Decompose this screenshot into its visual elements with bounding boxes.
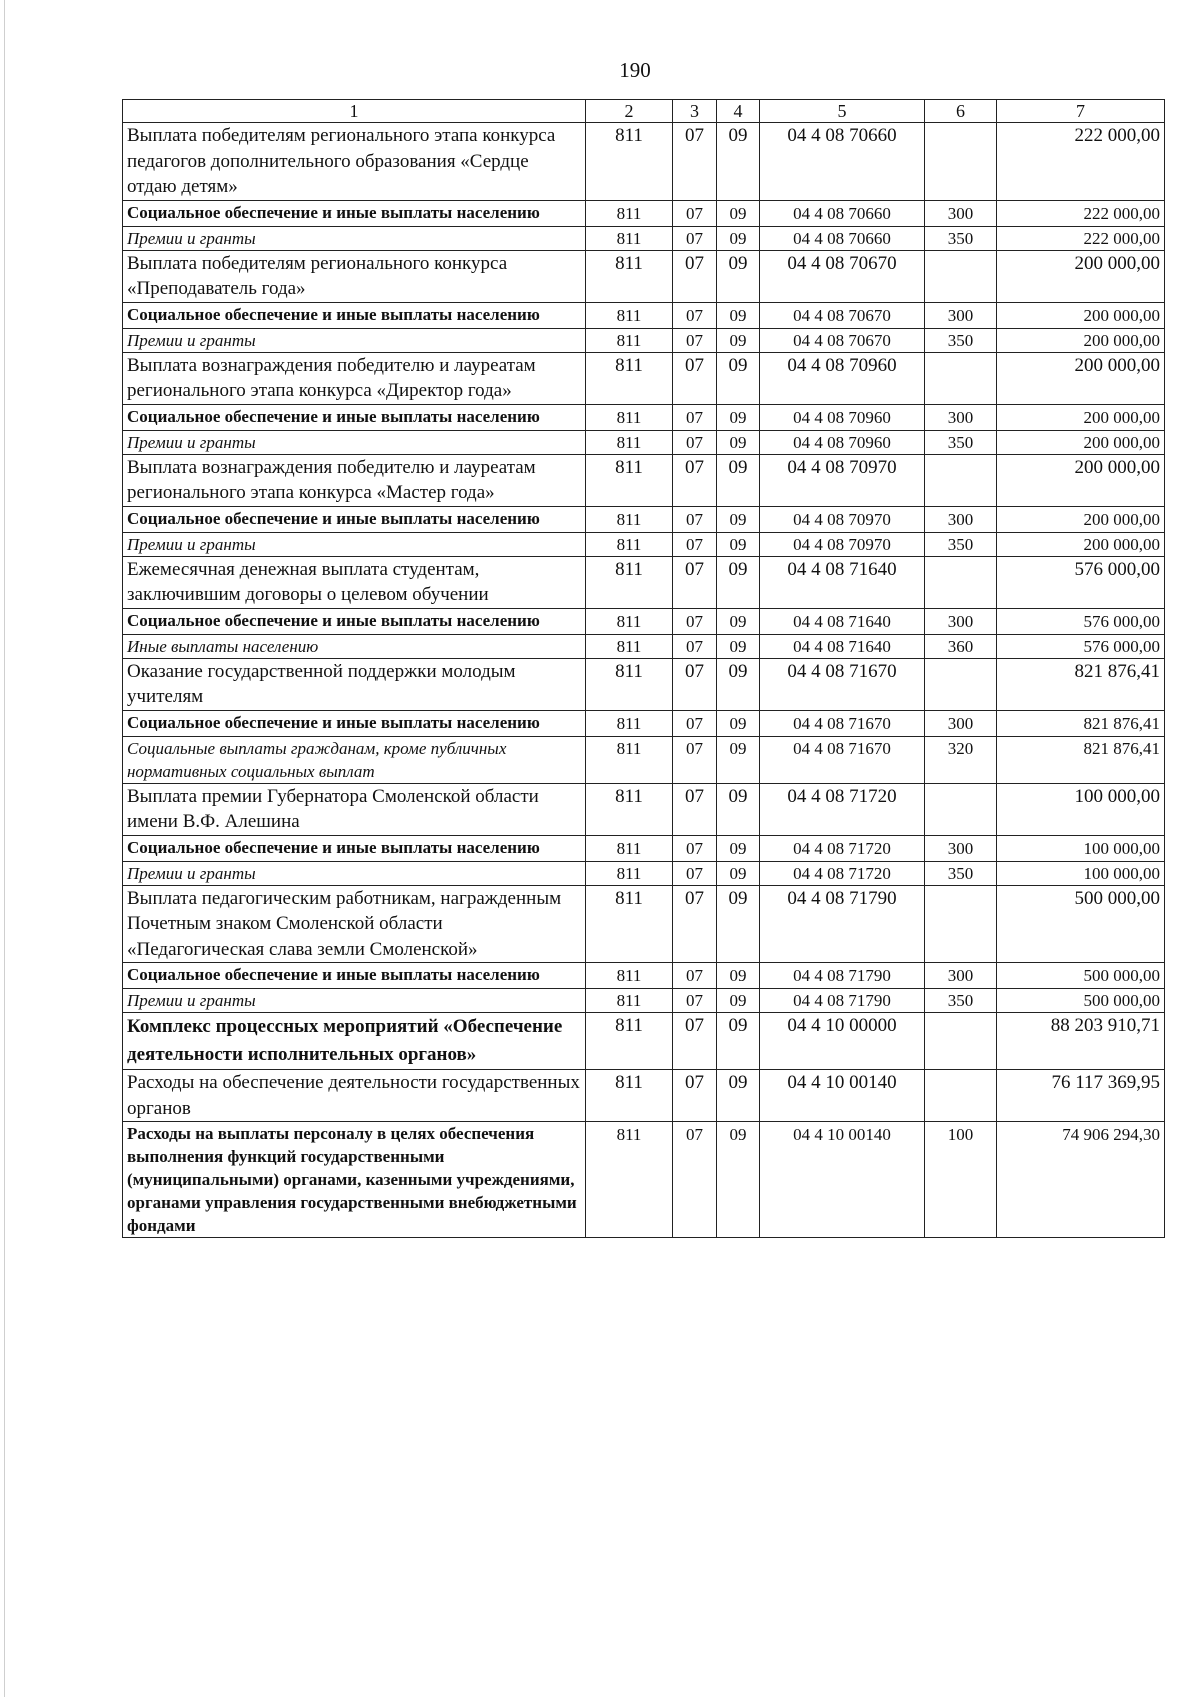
target-article-cell: 04 4 08 70960 xyxy=(760,430,925,454)
target-article-cell: 04 4 08 70660 xyxy=(760,200,925,226)
target-article-cell: 04 4 08 71720 xyxy=(760,835,925,861)
section-code-cell: 07 xyxy=(673,1013,717,1070)
table-row xyxy=(123,200,1165,226)
table-row xyxy=(123,861,1165,885)
target-article-cell: 04 4 08 71640 xyxy=(760,556,925,608)
section-code-cell: 07 xyxy=(673,1070,717,1122)
target-article-cell: 04 4 08 71640 xyxy=(760,608,925,634)
item-name-cell: Иные выплаты населению xyxy=(123,634,586,658)
section-code-cell: 07 xyxy=(673,328,717,352)
ministry-code-cell: 811 xyxy=(586,532,673,556)
subsection-code-cell: 09 xyxy=(717,1070,760,1122)
target-article-cell: 04 4 10 00000 xyxy=(760,1013,925,1070)
item-name-cell: Ежемесячная денежная выплата студентам, заключившим договоры о целевом обучении xyxy=(123,556,586,608)
ministry-code-cell: 811 xyxy=(586,1013,673,1070)
expense-type-cell: 300 xyxy=(925,710,997,736)
expense-type-cell xyxy=(925,123,997,201)
ministry-code-cell: 811 xyxy=(586,963,673,989)
target-article-cell: 04 4 08 70970 xyxy=(760,506,925,532)
scan-margin-line xyxy=(4,0,5,1697)
expense-type-cell xyxy=(925,556,997,608)
expense-type-cell xyxy=(925,658,997,710)
item-name-cell: Выплата победителям регионального конкурса «Преподаватель года» xyxy=(123,250,586,302)
amount-cell: 200 000,00 xyxy=(997,430,1165,454)
expense-type-cell xyxy=(925,1013,997,1070)
item-name-cell: Расходы на обеспечение деятельности государственных органов xyxy=(123,1070,586,1122)
table-row xyxy=(123,835,1165,861)
subsection-code-cell: 09 xyxy=(717,404,760,430)
table-row xyxy=(123,1070,1165,1122)
section-code-cell: 07 xyxy=(673,634,717,658)
expense-type-cell: 350 xyxy=(925,989,997,1013)
ministry-code-cell: 811 xyxy=(586,989,673,1013)
section-code-cell: 07 xyxy=(673,302,717,328)
ministry-code-cell: 811 xyxy=(586,430,673,454)
item-name-cell: Расходы на выплаты персоналу в целях обеспечения выполнения функций государственными (муниципальными) органами, казенными учреждениями, органами управления государственными внебюджетными фондами xyxy=(123,1122,586,1238)
item-name-cell: Премии и гранты xyxy=(123,430,586,454)
table-row xyxy=(123,989,1165,1013)
ministry-code-cell: 811 xyxy=(586,736,673,783)
expense-type-cell: 100 xyxy=(925,1122,997,1238)
amount-cell: 222 000,00 xyxy=(997,226,1165,250)
amount-cell: 200 000,00 xyxy=(997,302,1165,328)
ministry-code-cell: 811 xyxy=(586,328,673,352)
ministry-code-cell: 811 xyxy=(586,454,673,506)
expense-type-cell xyxy=(925,1070,997,1122)
table-body xyxy=(123,100,1165,1238)
expense-type-cell xyxy=(925,352,997,404)
target-article-cell: 04 4 08 70670 xyxy=(760,328,925,352)
section-code-cell: 07 xyxy=(673,658,717,710)
subsection-code-cell: 09 xyxy=(717,1122,760,1238)
table-row xyxy=(123,302,1165,328)
target-article-cell: 04 4 08 70970 xyxy=(760,532,925,556)
table-row xyxy=(123,736,1165,783)
section-code-cell: 07 xyxy=(673,404,717,430)
ministry-code-cell: 811 xyxy=(586,250,673,302)
target-article-cell: 04 4 08 71670 xyxy=(760,658,925,710)
table-row xyxy=(123,658,1165,710)
ministry-code-cell: 811 xyxy=(586,634,673,658)
target-article-cell: 04 4 08 71670 xyxy=(760,736,925,783)
item-name-cell: Социальное обеспечение и иные выплаты населению xyxy=(123,963,586,989)
subsection-code-cell: 09 xyxy=(717,506,760,532)
table-row xyxy=(123,123,1165,201)
item-name-cell: Социальное обеспечение и иные выплаты населению xyxy=(123,302,586,328)
table-row xyxy=(123,885,1165,963)
amount-cell: 200 000,00 xyxy=(997,506,1165,532)
ministry-code-cell: 811 xyxy=(586,200,673,226)
item-name-cell: Социальные выплаты гражданам, кроме публичных нормативных социальных выплат xyxy=(123,736,586,783)
section-code-cell: 07 xyxy=(673,226,717,250)
header-cell: 2 xyxy=(586,100,673,123)
subsection-code-cell: 09 xyxy=(717,532,760,556)
subsection-code-cell: 09 xyxy=(717,634,760,658)
table-row xyxy=(123,226,1165,250)
target-article-cell: 04 4 08 70970 xyxy=(760,454,925,506)
amount-cell: 100 000,00 xyxy=(997,835,1165,861)
expense-type-cell: 300 xyxy=(925,835,997,861)
subsection-code-cell: 09 xyxy=(717,608,760,634)
ministry-code-cell: 811 xyxy=(586,556,673,608)
ministry-code-cell: 811 xyxy=(586,123,673,201)
target-article-cell: 04 4 10 00140 xyxy=(760,1070,925,1122)
amount-cell: 76 117 369,95 xyxy=(997,1070,1165,1122)
section-code-cell: 07 xyxy=(673,608,717,634)
amount-cell: 200 000,00 xyxy=(997,328,1165,352)
expense-type-cell: 300 xyxy=(925,302,997,328)
table-row xyxy=(123,430,1165,454)
expense-type-cell xyxy=(925,454,997,506)
section-code-cell: 07 xyxy=(673,963,717,989)
header-cell: 6 xyxy=(925,100,997,123)
expense-type-cell: 350 xyxy=(925,328,997,352)
target-article-cell: 04 4 08 70670 xyxy=(760,250,925,302)
item-name-cell: Социальное обеспечение и иные выплаты населению xyxy=(123,506,586,532)
item-name-cell: Выплата педагогическим работникам, награжденным Почетным знаком Смоленской области «Педагогическая слава земли Смоленской» xyxy=(123,885,586,963)
table-row xyxy=(123,963,1165,989)
table-row xyxy=(123,454,1165,506)
section-code-cell: 07 xyxy=(673,430,717,454)
ministry-code-cell: 811 xyxy=(586,885,673,963)
item-name-cell: Социальное обеспечение и иные выплаты населению xyxy=(123,404,586,430)
ministry-code-cell: 811 xyxy=(586,658,673,710)
item-name-cell: Социальное обеспечение и иные выплаты населению xyxy=(123,200,586,226)
target-article-cell: 04 4 08 71790 xyxy=(760,989,925,1013)
ministry-code-cell: 811 xyxy=(586,302,673,328)
ministry-code-cell: 811 xyxy=(586,710,673,736)
subsection-code-cell: 09 xyxy=(717,783,760,835)
amount-cell: 576 000,00 xyxy=(997,556,1165,608)
ministry-code-cell: 811 xyxy=(586,835,673,861)
target-article-cell: 04 4 08 71720 xyxy=(760,783,925,835)
target-article-cell: 04 4 08 71640 xyxy=(760,634,925,658)
table-row xyxy=(123,608,1165,634)
section-code-cell: 07 xyxy=(673,250,717,302)
section-code-cell: 07 xyxy=(673,200,717,226)
target-article-cell: 04 4 08 70960 xyxy=(760,404,925,430)
amount-cell: 222 000,00 xyxy=(997,123,1165,201)
subsection-code-cell: 09 xyxy=(717,861,760,885)
item-name-cell: Выплата победителям регионального этапа конкурса педагогов дополнительного образования «Сердце отдаю детям» xyxy=(123,123,586,201)
amount-cell: 200 000,00 xyxy=(997,352,1165,404)
table-row xyxy=(123,1122,1165,1238)
subsection-code-cell: 09 xyxy=(717,302,760,328)
amount-cell: 100 000,00 xyxy=(997,783,1165,835)
table-row xyxy=(123,634,1165,658)
subsection-code-cell: 09 xyxy=(717,328,760,352)
expense-type-cell: 350 xyxy=(925,861,997,885)
amount-cell: 500 000,00 xyxy=(997,885,1165,963)
amount-cell: 200 000,00 xyxy=(997,454,1165,506)
item-name-cell: Выплата вознаграждения победителю и лауреатам регионального этапа конкурса «Мастер года» xyxy=(123,454,586,506)
table-row xyxy=(123,710,1165,736)
subsection-code-cell: 09 xyxy=(717,430,760,454)
amount-cell: 200 000,00 xyxy=(997,250,1165,302)
expense-type-cell: 350 xyxy=(925,430,997,454)
subsection-code-cell: 09 xyxy=(717,835,760,861)
expense-type-cell: 300 xyxy=(925,404,997,430)
amount-cell: 74 906 294,30 xyxy=(997,1122,1165,1238)
subsection-code-cell: 09 xyxy=(717,454,760,506)
table-row xyxy=(123,532,1165,556)
amount-cell: 576 000,00 xyxy=(997,634,1165,658)
subsection-code-cell: 09 xyxy=(717,123,760,201)
expense-type-cell: 300 xyxy=(925,200,997,226)
expense-type-cell: 300 xyxy=(925,506,997,532)
table-row xyxy=(123,328,1165,352)
expense-type-cell: 350 xyxy=(925,532,997,556)
amount-cell: 576 000,00 xyxy=(997,608,1165,634)
item-name-cell: Выплата вознаграждения победителю и лауреатам регионального этапа конкурса «Директор года» xyxy=(123,352,586,404)
budget-table xyxy=(122,99,1165,1238)
item-name-cell: Социальное обеспечение и иные выплаты населению xyxy=(123,835,586,861)
section-code-cell: 07 xyxy=(673,506,717,532)
target-article-cell: 04 4 08 70660 xyxy=(760,123,925,201)
table-row xyxy=(123,783,1165,835)
table-row xyxy=(123,506,1165,532)
item-name-cell: Социальное обеспечение и иные выплаты населению xyxy=(123,608,586,634)
section-code-cell: 07 xyxy=(673,532,717,556)
subsection-code-cell: 09 xyxy=(717,200,760,226)
item-name-cell: Социальное обеспечение и иные выплаты населению xyxy=(123,710,586,736)
ministry-code-cell: 811 xyxy=(586,226,673,250)
item-name-cell: Премии и гранты xyxy=(123,861,586,885)
amount-cell: 222 000,00 xyxy=(997,200,1165,226)
amount-cell: 500 000,00 xyxy=(997,963,1165,989)
ministry-code-cell: 811 xyxy=(586,608,673,634)
header-cell: 7 xyxy=(997,100,1165,123)
amount-cell: 88 203 910,71 xyxy=(997,1013,1165,1070)
subsection-code-cell: 09 xyxy=(717,556,760,608)
section-code-cell: 07 xyxy=(673,861,717,885)
table-row xyxy=(123,1013,1165,1070)
ministry-code-cell: 811 xyxy=(586,404,673,430)
amount-cell: 821 876,41 xyxy=(997,736,1165,783)
table-row xyxy=(123,404,1165,430)
table-row xyxy=(123,250,1165,302)
expense-type-cell xyxy=(925,250,997,302)
page-number: 190 xyxy=(619,58,651,82)
ministry-code-cell: 811 xyxy=(586,506,673,532)
amount-cell: 821 876,41 xyxy=(997,658,1165,710)
section-code-cell: 07 xyxy=(673,352,717,404)
subsection-code-cell: 09 xyxy=(717,250,760,302)
target-article-cell: 04 4 08 70670 xyxy=(760,302,925,328)
subsection-code-cell: 09 xyxy=(717,736,760,783)
header-cell: 1 xyxy=(123,100,586,123)
target-article-cell: 04 4 08 71670 xyxy=(760,710,925,736)
amount-cell: 100 000,00 xyxy=(997,861,1165,885)
subsection-code-cell: 09 xyxy=(717,352,760,404)
subsection-code-cell: 09 xyxy=(717,710,760,736)
header-cell: 3 xyxy=(673,100,717,123)
header-cell: 5 xyxy=(760,100,925,123)
item-name-cell: Премии и гранты xyxy=(123,328,586,352)
ministry-code-cell: 811 xyxy=(586,352,673,404)
target-article-cell: 04 4 08 71720 xyxy=(760,861,925,885)
target-article-cell: 04 4 08 71790 xyxy=(760,963,925,989)
expense-type-cell xyxy=(925,885,997,963)
ministry-code-cell: 811 xyxy=(586,783,673,835)
amount-cell: 500 000,00 xyxy=(997,989,1165,1013)
section-code-cell: 07 xyxy=(673,885,717,963)
section-code-cell: 07 xyxy=(673,835,717,861)
item-name-cell: Оказание государственной поддержки молодым учителям xyxy=(123,658,586,710)
section-code-cell: 07 xyxy=(673,783,717,835)
expense-type-cell xyxy=(925,783,997,835)
table-row xyxy=(123,352,1165,404)
amount-cell: 200 000,00 xyxy=(997,532,1165,556)
item-name-cell: Комплекс процессных мероприятий «Обеспечение деятельности исполнительных органов» xyxy=(123,1013,586,1070)
expense-type-cell: 360 xyxy=(925,634,997,658)
target-article-cell: 04 4 08 70660 xyxy=(760,226,925,250)
subsection-code-cell: 09 xyxy=(717,658,760,710)
subsection-code-cell: 09 xyxy=(717,1013,760,1070)
expense-type-cell: 350 xyxy=(925,226,997,250)
ministry-code-cell: 811 xyxy=(586,1070,673,1122)
item-name-cell: Премии и гранты xyxy=(123,989,586,1013)
subsection-code-cell: 09 xyxy=(717,989,760,1013)
ministry-code-cell: 811 xyxy=(586,1122,673,1238)
target-article-cell: 04 4 10 00140 xyxy=(760,1122,925,1238)
section-code-cell: 07 xyxy=(673,123,717,201)
section-code-cell: 07 xyxy=(673,710,717,736)
item-name-cell: Премии и гранты xyxy=(123,226,586,250)
expense-type-cell: 300 xyxy=(925,963,997,989)
subsection-code-cell: 09 xyxy=(717,885,760,963)
section-code-cell: 07 xyxy=(673,454,717,506)
table-header-row xyxy=(123,100,1165,123)
amount-cell: 200 000,00 xyxy=(997,404,1165,430)
subsection-code-cell: 09 xyxy=(717,226,760,250)
expense-type-cell: 320 xyxy=(925,736,997,783)
target-article-cell: 04 4 08 70960 xyxy=(760,352,925,404)
expense-type-cell: 300 xyxy=(925,608,997,634)
ministry-code-cell: 811 xyxy=(586,861,673,885)
item-name-cell: Выплата премии Губернатора Смоленской области имени В.Ф. Алешина xyxy=(123,783,586,835)
table-row xyxy=(123,556,1165,608)
section-code-cell: 07 xyxy=(673,736,717,783)
section-code-cell: 07 xyxy=(673,1122,717,1238)
section-code-cell: 07 xyxy=(673,989,717,1013)
item-name-cell: Премии и гранты xyxy=(123,532,586,556)
header-cell: 4 xyxy=(717,100,760,123)
target-article-cell: 04 4 08 71790 xyxy=(760,885,925,963)
amount-cell: 821 876,41 xyxy=(997,710,1165,736)
subsection-code-cell: 09 xyxy=(717,963,760,989)
section-code-cell: 07 xyxy=(673,556,717,608)
